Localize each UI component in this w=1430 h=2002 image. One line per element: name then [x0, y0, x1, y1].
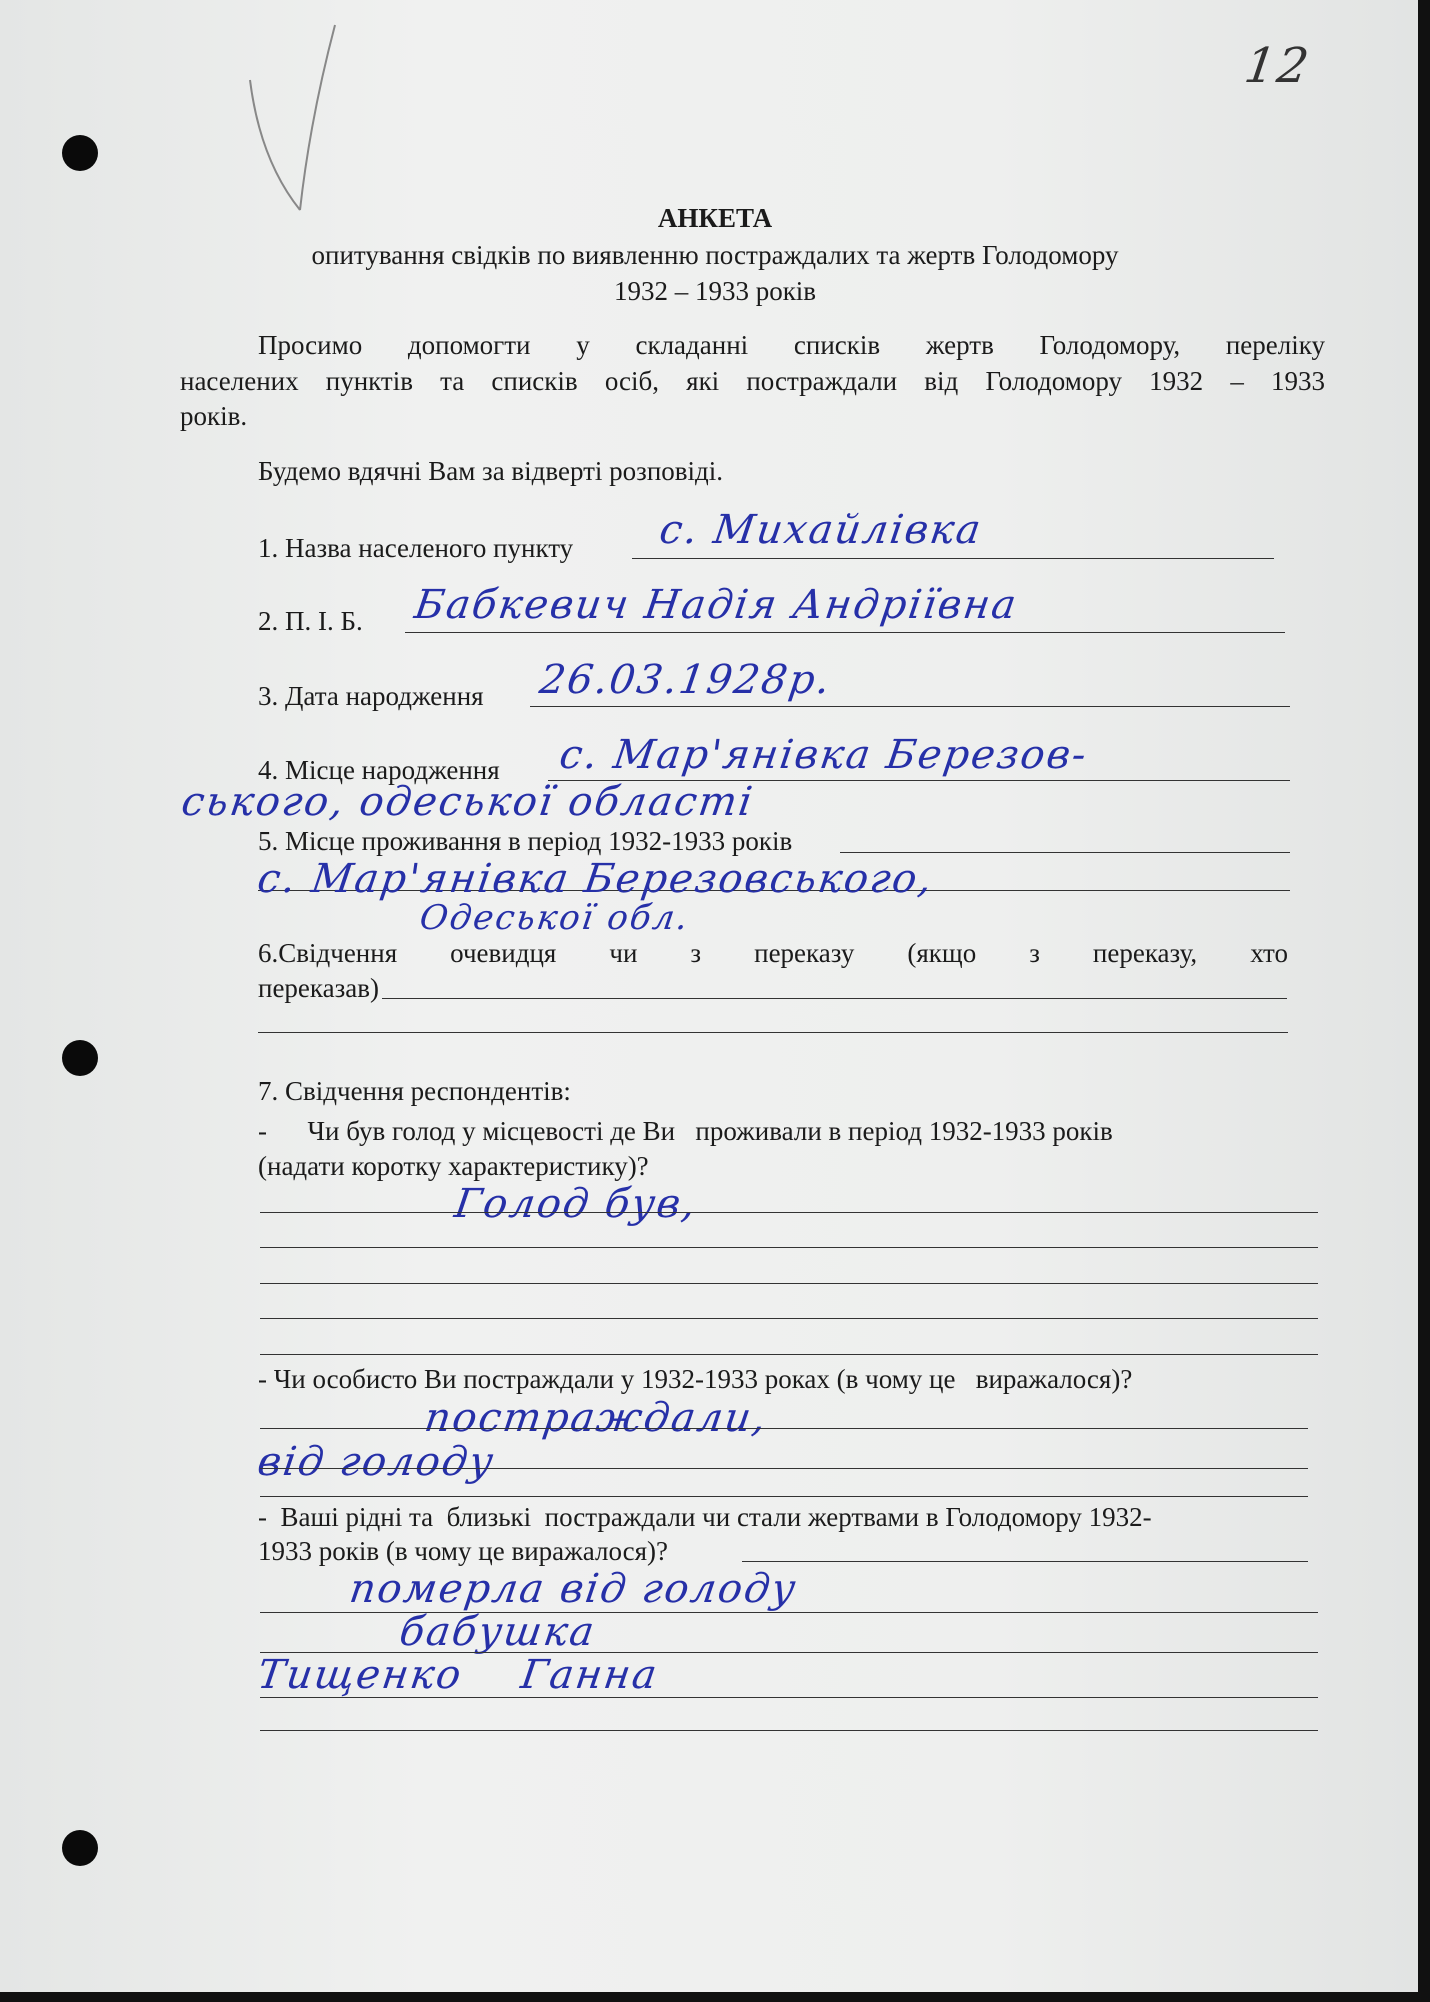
- punch-hole: [62, 135, 98, 171]
- punch-hole: [62, 1830, 98, 1866]
- residence-value: с. Мар'янівка Березовського,: [254, 856, 937, 902]
- birth-place-value: с. Мар'янівка Березов-: [556, 732, 1091, 778]
- page-number: 12: [1241, 38, 1315, 94]
- punch-hole: [62, 1040, 98, 1076]
- testimony-type-label: 6.Свідчення очевидця чи з переказу (якщо з переказу, хто: [258, 938, 1288, 968]
- settlement-label: 1. Назва населеного пункту: [258, 533, 574, 563]
- answer-line: [260, 1283, 1318, 1284]
- question-relatives-cont: 1933 років (в чому це виражалося)?: [258, 1536, 669, 1566]
- answer-line: [260, 1612, 1318, 1613]
- birth-date-line: [530, 706, 1290, 707]
- answer-line: [260, 1428, 1308, 1429]
- residence-line: [840, 852, 1290, 853]
- answer-line: [260, 1496, 1308, 1497]
- pencil-checkmark: [240, 20, 350, 220]
- answer-relatives: померла від голоду: [346, 1566, 801, 1612]
- testimony-type-line: [258, 1032, 1288, 1033]
- residence-label: 5. Місце проживання в період 1932-1933 років: [258, 826, 793, 856]
- intro-thanks: Будемо вдячні Вам за відверті розповіді.: [258, 456, 724, 486]
- residence-value-cont: Одеської обл.: [417, 898, 693, 938]
- answer-line: [260, 1247, 1318, 1248]
- settlement-value: с. Михайлівка: [656, 507, 986, 553]
- birth-place-value-cont: ського, одеської області: [178, 779, 757, 825]
- testimony-type-line: [382, 998, 1287, 999]
- answer-relatives-name: Тищенко Ганна: [254, 1652, 662, 1698]
- answer-line: [260, 1212, 1318, 1213]
- intro-text: років.: [180, 401, 248, 431]
- name-label: 2. П. І. Б.: [258, 606, 363, 636]
- question-famine: - Чи був голод у місцевості де Ви проживали в період 1932-1933 років: [258, 1116, 1113, 1146]
- answer-personal: постраждали,: [421, 1395, 771, 1441]
- form-title: АНКЕТА: [657, 203, 773, 233]
- name-line: [405, 632, 1285, 633]
- birth-place-label: 4. Місце народження: [258, 755, 500, 785]
- question-famine-cont: (надати коротку характеристику)?: [258, 1151, 649, 1181]
- answer-famine: Голод був,: [451, 1181, 701, 1227]
- birth-date-value: 26.03.1928р.: [536, 657, 835, 703]
- birth-date-label: 3. Дата народження: [258, 681, 484, 711]
- settlement-line: [632, 558, 1274, 559]
- respondents-heading: 7. Свідчення респондентів:: [258, 1076, 571, 1106]
- question-personal: - Чи особисто Ви постраждали у 1932-1933 роках (в чому це виражалося)?: [258, 1364, 1133, 1394]
- answer-line: [260, 1318, 1318, 1319]
- intro-text: Просимо допомогти у складанні списків жертв Голодомору, переліку: [258, 330, 1325, 360]
- form-subtitle: опитування свідків по виявленню постраждалих та жертв Голодомору: [311, 240, 1119, 270]
- form-years: 1932 – 1933 років: [613, 276, 817, 306]
- answer-personal-cont: від голоду: [254, 1439, 498, 1485]
- intro-text: населених пунктів та списків осіб, які постраждали від Голодомору 1932 – 1933: [180, 366, 1325, 396]
- answer-line: [742, 1561, 1308, 1562]
- answer-line: [260, 1697, 1318, 1698]
- question-relatives: - Ваші рідні та близькі постраждали чи стали жертвами в Голодомору 1932-: [258, 1502, 1152, 1532]
- name-value: Бабкевич Надія Андріївна: [411, 582, 1021, 628]
- testimony-type-label-cont: переказав): [258, 973, 379, 1003]
- answer-line: [260, 1730, 1318, 1731]
- answer-relatives-cont: бабушка: [396, 1609, 599, 1655]
- answer-line: [260, 1354, 1318, 1355]
- answer-line: [260, 1468, 1308, 1469]
- answer-line: [260, 1652, 1318, 1653]
